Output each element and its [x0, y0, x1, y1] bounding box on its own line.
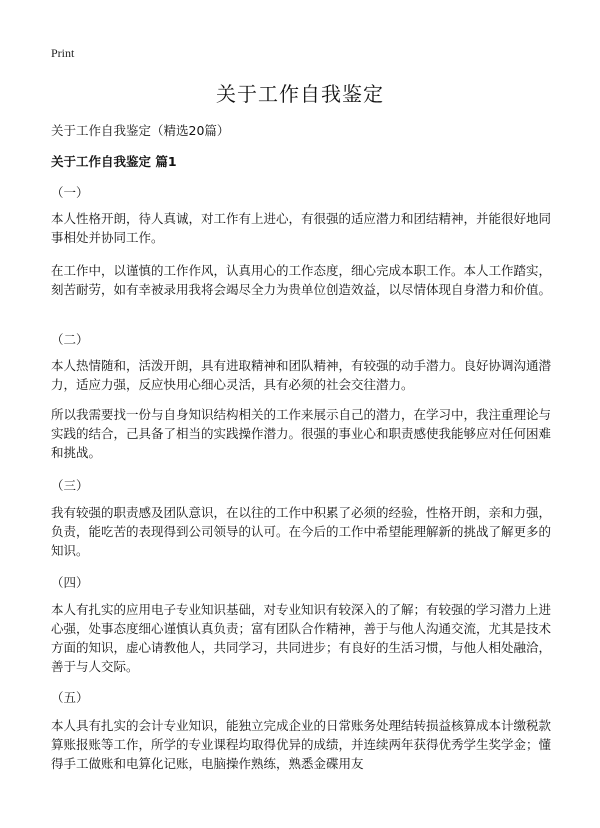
paragraph: 本人热情随和，活泼开朗，具有进取精神和团队精神，有较强的动手潜力。良好协调沟通潜力，适应力强，反应快用心细心灵活，具有必须的社会交往潜力。 — [51, 358, 552, 392]
print-link[interactable]: Print — [51, 46, 75, 60]
paragraph: 我有较强的职责感及团队意识，在以往的工作中积累了必须的经验，性格开朗，亲和力强，负责，能吃苦的表现得到公司领导的认可。在今后的工作中希望能理解新的挑战了解更多的知识。 — [51, 505, 552, 558]
document-subtitle: 关于工作自我鉴定（精选20篇） — [51, 123, 230, 138]
document-title: 关于工作自我鉴定 — [216, 82, 384, 106]
paragraph: 本人性格开朗，待人真诚，对工作有上进心，有很强的适应潜力和团结精神，并能很好地同事相处并协同工作。 — [51, 211, 552, 245]
paragraph: 本人有扎实的应用电子专业知识基础，对专业知识有较深入的了解；有较强的学习潜力上进心强，处事态度细心谨慎认真负责；富有团队合作精神，善于与他人沟通交流，尤其是技术方面的知识，虚心请教他人，共同学习，共同进步；有良好的生活习惯，与他人相处融洽，善于与人交际。 — [51, 602, 552, 674]
section-marker: （一） — [51, 185, 89, 200]
section-heading: 关于工作自我鉴定 篇1 — [51, 154, 177, 169]
section-marker: （二） — [51, 332, 89, 347]
paragraph: 本人具有扎实的会计专业知识，能独立完成企业的日常账务处理结转损益核算成本计缴税款算账报账等工作，所学的专业课程均取得优异的成绩，并连续两年获得优秀学生奖学金；懂得手工做账和电算化记账，电脑操作熟练，熟悉金碟用友 — [51, 718, 552, 771]
section-marker: （五） — [51, 690, 89, 705]
section-marker: （三） — [51, 478, 89, 493]
paragraph: 所以我需要找一份与自身知识结构相关的工作来展示自己的潜力，在学习中，我注重理论与实践的结合，己具备了相当的实践操作潜力。很强的事业心和职责感使我能够应对任何困难和挑战。 — [51, 407, 552, 460]
section-marker: （四） — [51, 575, 89, 590]
paragraph: 在工作中，以谨慎的工作作风，认真用心的工作态度，细心完成本职工作。本人工作踏实，刻苦耐劳，如有幸被录用我将会竭尽全力为贵单位创造效益，以尽情体现自身潜力和价值。 — [51, 263, 552, 297]
